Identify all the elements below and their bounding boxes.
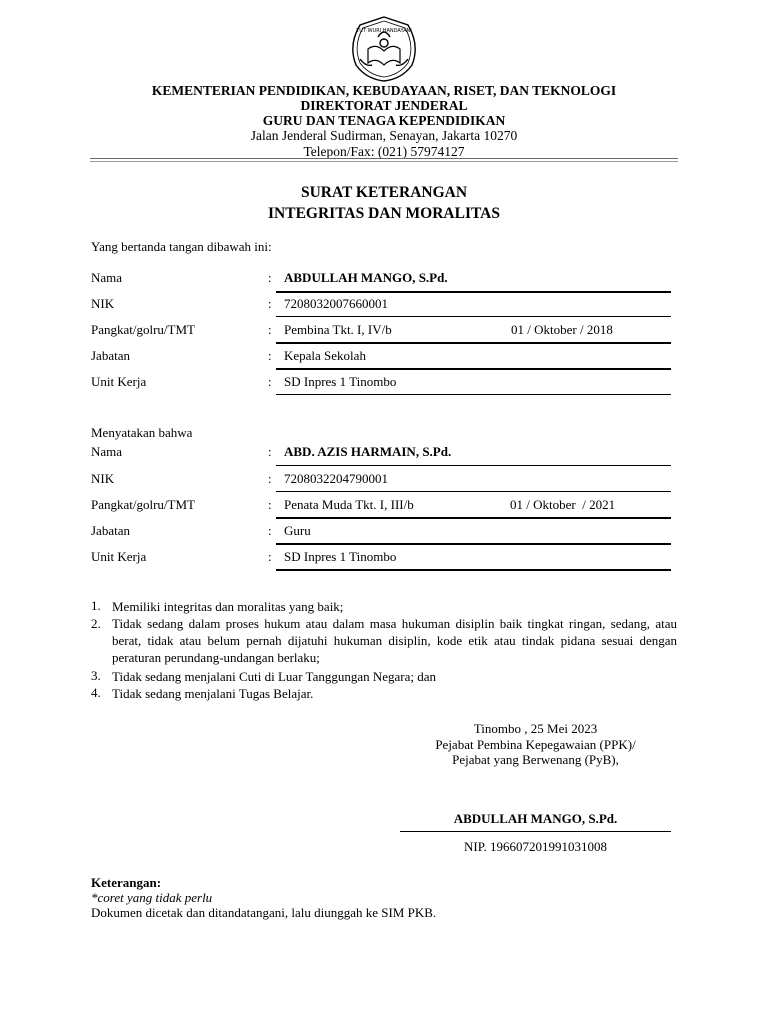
subject-rank: Penata Muda Tkt. I, III/b [284, 497, 414, 512]
notes-line1: *coret yang tidak perlu [91, 890, 213, 905]
document-title-line2: INTEGRITAS DAN MORALITAS [268, 205, 500, 222]
underline [276, 491, 671, 492]
colon: : [268, 523, 272, 538]
logo-art [353, 17, 415, 81]
list-item: Tidak sedang menjalani Tugas Belajar. [112, 686, 314, 701]
document-title-line1: SURAT KETERANGAN [300, 184, 468, 201]
intro-text: Yang bertanda tangan dibawah ini: [91, 239, 272, 254]
colon: : [268, 549, 272, 564]
header-divider-thin [90, 161, 678, 162]
signature-line [400, 831, 671, 832]
list-number: 2. [91, 616, 101, 631]
subject-unit: SD Inpres 1 Tinombo [284, 549, 397, 564]
underline [276, 342, 671, 344]
subject-name-label: Nama [91, 444, 123, 459]
colon: : [268, 322, 272, 337]
signer-nik-label: NIK [91, 296, 115, 311]
list-item: Tidak sedang menjalani Cuti di Luar Tanggungan Negara; dan [112, 669, 437, 684]
official-role-line1: Pejabat Pembina Kepegawaian (PPK)/ [435, 737, 636, 752]
signer-tmt: 01 / Oktober / 2018 [511, 322, 613, 337]
signer-unit: SD Inpres 1 Tinombo [284, 374, 397, 389]
subject-nik: 7208032204790001 [284, 471, 388, 486]
notes-heading: Keterangan: [91, 875, 162, 890]
notes-line2: Dokumen dicetak dan ditandatangani, lalu diunggah ke SIM PKB. [91, 905, 437, 920]
signer-nik: 7208032007660001 [284, 296, 388, 311]
place-date: Tinombo , 25 Mei 2023 [473, 721, 598, 736]
colon: : [268, 348, 272, 363]
list-number: 1. [91, 598, 101, 613]
signer-name-label: Nama [91, 270, 123, 285]
statement-intro: Menyatakan bahwa [91, 425, 193, 440]
underline [276, 543, 671, 545]
phone: Telepon/Fax: (021) 57974127 [303, 144, 465, 159]
underline [276, 394, 671, 395]
signer-unit-label: Unit Kerja [91, 374, 147, 389]
underline [276, 316, 671, 317]
list-number: 3. [91, 668, 101, 683]
colon: : [268, 497, 272, 512]
subject-position: Guru [284, 523, 311, 538]
list-number: 4. [91, 685, 101, 700]
colon: : [268, 374, 272, 389]
underline [276, 569, 671, 571]
subject-position-label: Jabatan [91, 523, 130, 538]
colon: : [268, 296, 272, 311]
tut-wuri-handayani-logo [346, 15, 422, 83]
ministry-name: KEMENTERIAN PENDIDIKAN, KEBUDAYAAN, RISET, DAN TEKNOLOGI [151, 83, 617, 98]
directorate-general: DIREKTORAT JENDERAL [300, 98, 468, 113]
colon: : [268, 444, 272, 459]
subject-nik-label: NIK [91, 471, 115, 486]
colon: : [268, 471, 272, 486]
official-role-line2: Pejabat yang Berwenang (PyB), [452, 752, 619, 767]
signer-rank: Pembina Tkt. I, IV/b [284, 322, 392, 337]
svg-text:TUT WURI HANDAYANI: TUT WURI HANDAYANI [356, 28, 412, 34]
official-name: ABDULLAH MANGO, S.Pd. [453, 811, 618, 826]
signer-position: Kepala Sekolah [284, 348, 366, 363]
colon: : [268, 270, 272, 285]
list-item: Memiliki integritas dan moralitas yang baik; [112, 599, 344, 614]
subject-unit-label: Unit Kerja [91, 549, 147, 564]
subject-name: ABD. AZIS HARMAIN, S.Pd. [284, 444, 452, 459]
official-nip: NIP. 196607201991031008 [463, 839, 607, 854]
signer-name: ABDULLAH MANGO, S.Pd. [284, 270, 448, 285]
signer-rank-label: Pangkat/golru/TMT [91, 322, 195, 337]
signer-position-label: Jabatan [91, 348, 130, 363]
underline [276, 465, 671, 466]
header-divider [90, 158, 678, 159]
underline [276, 368, 671, 370]
underline [276, 517, 671, 519]
address: Jalan Jenderal Sudirman, Senayan, Jakarta 10270 [250, 128, 518, 143]
directorate-name: GURU DAN TENAGA KEPENDIDIKAN [262, 113, 506, 128]
subject-tmt: 01 / Oktober / 2021 [510, 497, 616, 512]
subject-rank-label: Pangkat/golru/TMT [91, 497, 195, 512]
underline [276, 291, 671, 293]
list-item: Tidak sedang dalam proses hukum atau dalam masa hukuman disiplin baik tingkat ringan, sedang, atau berat, tidak atau belum pernah dijatuhi hukuman disiplin, kode etik atau tindak pidana sesuai dengan peraturan perundang-undangan berlaku; [112, 616, 677, 665]
